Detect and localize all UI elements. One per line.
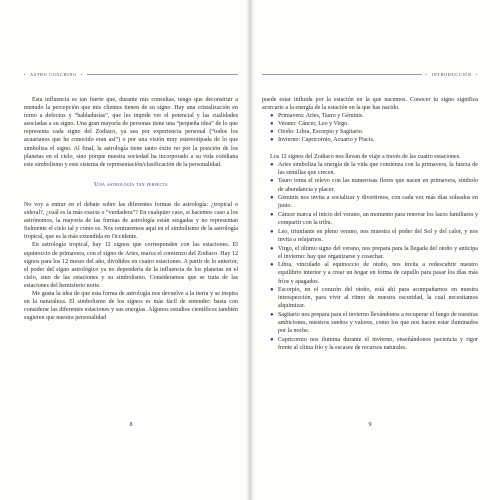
list-item-text: Capricornio nos ilumina durante el invierno, enseñándonos paciencia y rigor frente al clima frío y la escasez de recursos naturales. — [278, 336, 478, 352]
list-item — [262, 311, 478, 335]
left-page — [24, 0, 238, 500]
bullet-icon: ● — [270, 312, 274, 319]
list-item-text: Géminis nos invita a socializar y divertirnos, con cada vez más días soleados en junio. — [278, 195, 478, 210]
left-running-head-text: ASTRO COACHING — [30, 72, 77, 77]
bullet-icon: ● — [270, 228, 274, 235]
list-item-text: Tauro toma el relevo con las numerosas flores que nacen en primavera, símbolo de abundancia y placer. — [278, 178, 478, 193]
list-item-text: Invierno: Capricornio, Acuario y Piscis. — [278, 137, 375, 144]
list-item — [262, 286, 478, 310]
sign-list — [262, 161, 478, 353]
running-head-rule — [87, 74, 238, 75]
right-running-head — [262, 72, 478, 77]
bullet-icon: ● — [270, 287, 274, 294]
running-head-rule — [262, 74, 422, 75]
list-item — [262, 228, 478, 244]
left-body-text — [24, 96, 238, 322]
list-item — [262, 177, 478, 193]
bullet-icon: ● — [270, 262, 274, 269]
ornament-dot-icon: • — [80, 72, 83, 77]
book-gutter — [246, 0, 254, 500]
ornament-dot-icon: • — [425, 72, 428, 77]
paragraph: En astrología tropical, hay 12 signos que corresponden con las estaciones. El equinoccio de primavera, con el signo de Aries, marca el comienzo del Zodiaco. Hay 12 signos para los 12 meses del año, divididos en cuatro estaciones. A partir de lo anterior, el poder del signo astrológico ya no dependería de la influencia de los planetas en el cielo, sino de las estaciones y su simbolismo. Consideramos que se trata de las estaciones del hemisferio norte. — [24, 242, 238, 289]
list-item — [262, 245, 478, 261]
paragraph: Esta influencia es tan fuerte que, durante mis consultas, tengo que deconstruir a menudo la percepción que mis clientes tienen de su signo. Hay una cristalización en torno a defectos y “habladurías”, que les impide ver el potencial y las cualidades asociadas a su signo. Una gran mayoría de personas tiene una “pequeña idea” de lo que representa cada signo del Zodiaco, ya sea por experiencia personal (“todos los acuarianos que he conocido eran así”) o por una visión muy estereotipada de lo que simboliza el signo. Al final, la astrología tiene tanto éxito no por la posición de los planetas en el cielo, sino porque nuestra sociedad ha incorporado a su vida cotidiana este simbolismo y este sistema de representación/clasificación de la personalidad. — [24, 97, 238, 168]
paragraph: puede estar influida por la estación en la que nacemos. Conocer tu signo significa acercarte a la energía de la estación en la que has nacido. — [262, 97, 478, 112]
page-number: 9 — [368, 422, 372, 428]
right-running-head-text: INTRODUCCIÓN — [431, 72, 472, 77]
bullet-icon: ● — [270, 121, 274, 128]
ornament-dot-icon: • — [475, 72, 478, 77]
paragraph: No voy a entrar en el debate sobre las diferentes formas de astrología: ¿tropical o sideral?, ¿cuál es la más exacta o “verdadera”? En cualquier caso, si hacemos caso a los astrónomos, la mayoría de las formas de astrología están sesgadas y no representan fielmente el cielo tal y como es. Nos centraremos aquí en el simbolismo de la astrología tropical, que es la más extendida en Occidente. — [24, 201, 238, 241]
list-item — [262, 112, 478, 120]
bullet-icon: ● — [270, 195, 274, 202]
page-number: 8 — [129, 422, 133, 428]
list-item-text: Sagitario nos prepara para el invierno llevándonos a recuperar el fuego de nuestras ambiciones, nuestros sueños y valores, como los que nos hacen estar iluminados por la noche. — [278, 312, 478, 335]
list-item — [262, 120, 478, 128]
list-item — [262, 136, 478, 144]
list-item-text: Cáncer marca el inicio del verano, un momento para renovar los lazos familiares y compartir con la tribu. — [278, 212, 478, 227]
list-item — [262, 194, 478, 210]
bullet-icon: ● — [270, 161, 274, 168]
list-item-text: Primavera: Aries, Tauro y Géminis. — [278, 113, 364, 120]
left-running-head — [24, 72, 238, 77]
list-item — [262, 261, 478, 285]
list-item-text: Escorpio, en el corazón del otoño, está ahí para acompañarnos en nuestra introspección, para vivir al ritmo de nuestra oscuridad, la cual necesitamos alquimizar. — [278, 287, 478, 310]
right-body-text — [262, 96, 478, 353]
right-page — [262, 0, 478, 500]
list-item-text: Libra, vinculado al equinoccio de otoño, nos invita a redescubrir nuestro equilibrio interior y a crear un hogar en forma de capullo para pasar los días más fríos y apagados. — [278, 262, 478, 285]
list-item-text: Virgo, el último signo del verano, nos prepara para la llegada del otoño y anticipa el invierno: hay que organizarse y cosechar. — [278, 245, 478, 260]
list-item — [262, 128, 478, 136]
bullet-icon: ● — [270, 336, 274, 343]
paragraph: Me gusta la idea de que esta forma de astrología nos devuelve a la tierra y se inspira en la naturaleza. El simbolismo de los signos es más fácil de entender: basta con considerar las diferentes estaciones y sus energías. Algunos estudios científicos también sugieren que nuestra personalidad — [24, 290, 238, 322]
list-item-text: Verano: Cáncer, Leo y Virgo. — [278, 121, 349, 128]
ornament-dot-icon: • — [24, 72, 27, 77]
list-item — [262, 211, 478, 227]
paragraph: Los 12 signos del Zodiaco nos llevan de viaje a través de las cuatro estaciones. — [270, 153, 461, 160]
bullet-icon: ● — [270, 113, 274, 120]
list-item-text: Leo, triunfante en pleno verano, nos muestra el poder del Sol y del calor, y nos invita a relajarnos. — [278, 228, 478, 243]
bullet-icon: ● — [270, 245, 274, 252]
bullet-icon: ● — [270, 178, 274, 185]
bullet-icon: ● — [270, 129, 274, 136]
section-heading: Una astrología tan perfecta — [94, 180, 168, 188]
list-item-text: Otoño: Libra, Escorpio y Sagitario. — [278, 129, 364, 136]
bullet-icon: ● — [270, 212, 274, 218]
bullet-icon: ● — [270, 137, 274, 144]
list-item — [262, 336, 478, 352]
season-list — [262, 112, 478, 144]
list-item-text: Aries simboliza la energía de la vida que comienza con la primavera, la fuerza de las semillas que crecen. — [278, 161, 478, 176]
list-item — [262, 161, 478, 177]
